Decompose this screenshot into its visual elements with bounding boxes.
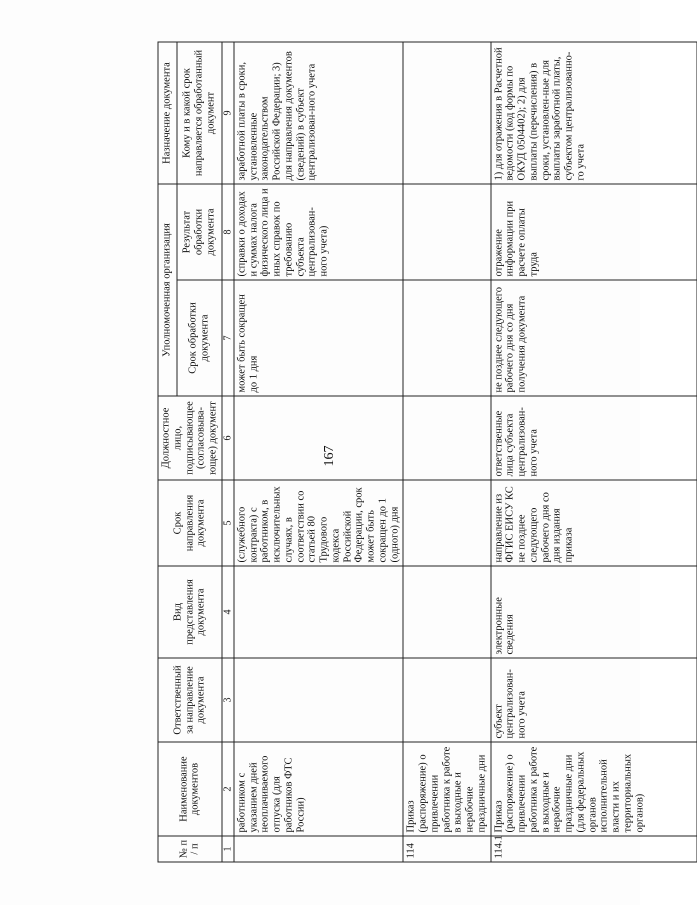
processing-result-cell	[403, 184, 490, 280]
presentation-type-cell	[403, 566, 490, 658]
column-number: 4	[221, 566, 233, 658]
signing-official-cell	[403, 396, 490, 480]
column-number: 5	[221, 480, 233, 566]
presentation-type-cell	[233, 566, 403, 658]
recipient-cell	[403, 42, 490, 184]
responsible-cell	[233, 658, 403, 742]
signing-official-cell	[233, 396, 403, 480]
processing-deadline-cell: не позднее следующего рабочего дня со дня получения документа	[490, 280, 696, 396]
recipient-cell: заработной платы в сроки, установленные законодательством Российской Федерации; 3) для направления документов (сведений) в субъект централизован-ного учета	[233, 42, 403, 184]
responsible-cell: субъект централизован-ного учета	[490, 658, 696, 742]
header-authorized-organization: Уполномоченная организация	[158, 184, 177, 396]
signing-official-cell: ответственные лица субъекта централизован-ного учета	[490, 396, 696, 480]
page-number: 167	[322, 445, 337, 467]
column-number: 8	[221, 184, 233, 280]
responsible-cell	[403, 658, 490, 742]
header-responsible: Ответственный за направление документа	[158, 658, 222, 742]
header-processing-deadline: Срок обработки документа	[176, 280, 221, 396]
column-number: 1	[221, 836, 233, 862]
submission-deadline-cell: направление из ФГИС ЕИСУ КС не позднее следующего рабочего дня со дня издания приказа	[490, 480, 696, 566]
header-submission-deadline: Срок направления документа	[158, 480, 222, 566]
document-name-cell: Приказ (распоряжение) о привлечении работника к работе в выходные и нерабочие праздничные дни (для федеральных органов исполнительной власти и их территориальных органов)	[490, 742, 696, 836]
document-name-cell: Приказ (распоряжение) о привлечении работника к работе в выходные и нерабочие праздничные дни	[403, 742, 490, 836]
column-number: 3	[221, 658, 233, 742]
processing-deadline-cell: может быть сокращен до 1 дня	[233, 280, 403, 396]
header-document-name: Наименование документов	[158, 742, 222, 836]
header-row-1	[158, 42, 177, 862]
row-number-cell	[233, 836, 403, 862]
rotated-table-container	[157, 42, 690, 862]
table-row	[403, 42, 490, 862]
table-row	[233, 42, 403, 862]
processing-result-cell: отражение информации при расчете оплаты труда	[490, 184, 696, 280]
row-number-cell: 114	[403, 836, 490, 862]
column-number: 2	[221, 742, 233, 836]
header-signing-official: Должностное лицо, подписывающее (согласовыва-ющее) документ	[158, 396, 222, 480]
column-number: 9	[221, 42, 233, 184]
header-processing-result: Результат обработки документа	[176, 184, 221, 280]
submission-deadline-cell: (служебного контракта) с работником, в исключительных случаях, в соответствии со статьей 80 Трудового кодекса Российской Федерации, срок может быть сокращен до 1 (одного) дня	[233, 480, 403, 566]
header-recipient: Кому и в какой срок направляется обработанный документ	[176, 42, 221, 184]
column-number: 6	[221, 396, 233, 480]
table-row	[490, 42, 696, 862]
row-number-cell: 114.1	[490, 836, 696, 862]
header-document-purpose: Назначение документа	[158, 42, 177, 184]
header-number: № п / п	[158, 836, 222, 862]
submission-deadline-cell	[403, 480, 490, 566]
document-table	[157, 41, 697, 862]
column-number-row	[221, 42, 233, 862]
presentation-type-cell: электронные сведения	[490, 566, 696, 658]
recipient-cell: 1) для отражения в Расчетной ведомости (код формы по ОКУД 0504402); 2) для выплаты (перечисления) в сроки, установлен-ные для выплаты заработной платы, субъектом централизованно-го учета	[490, 42, 696, 184]
document-name-cell: работником с указанием дней неоплачиваемого отпуска (для работников ФТС России)	[233, 742, 403, 836]
column-number: 7	[221, 280, 233, 396]
processing-deadline-cell	[403, 280, 490, 396]
header-presentation-type: Вид представления документа	[158, 566, 222, 658]
processing-result-cell: (справки о доходах и суммах налога физического лица и иных справок по требованию субъекта централизован-ного учета)	[233, 184, 403, 280]
